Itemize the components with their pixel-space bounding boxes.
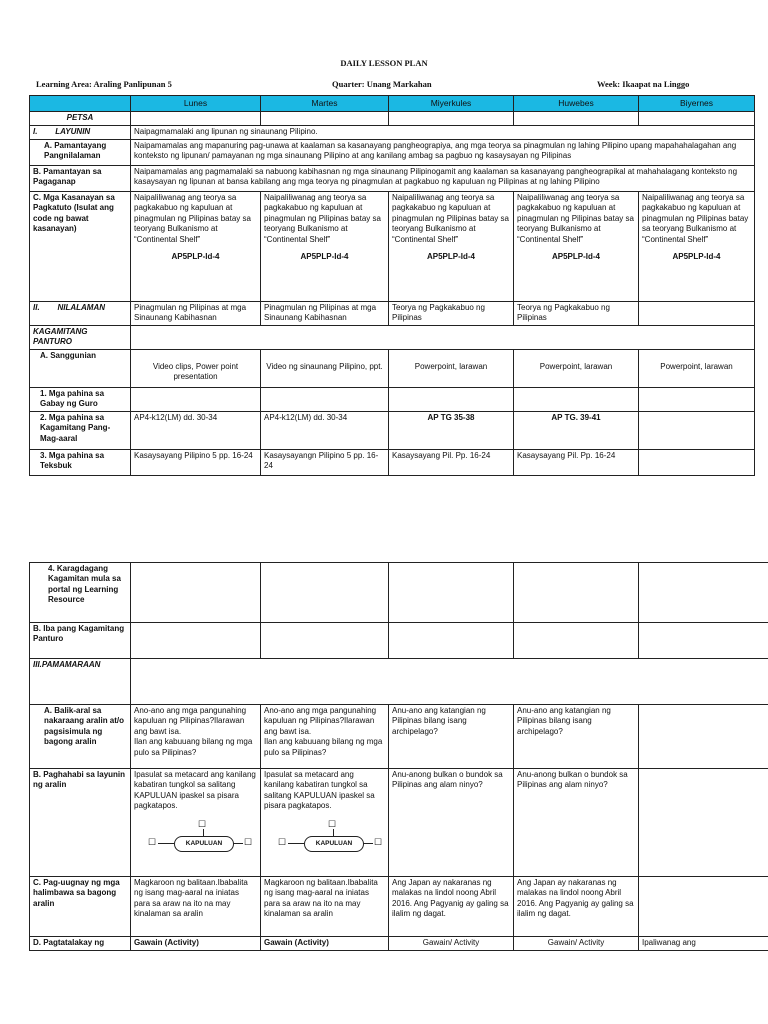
learning-area: Learning Area: Araling Panlipunan 5 — [36, 79, 172, 89]
nilalaman-cell — [639, 302, 755, 326]
pag-uugnay-cell: Ang Japan ay nakaranas ng malakas na lindol noong Abril 2016. Ang Pagyanig ay galing sa ilalim ng dagat. — [514, 877, 639, 937]
kasanayan-cell: Naipaliliwanag ang teorya sa pagkakabuo ng kapuluan at pinagmulan ng Pilipinas batay sa teoryang Bulkanismo at “Continental Shelf” AP5PLP-Id-4 — [389, 192, 514, 302]
paghahabi-cell: Ipasulat sa metacard ang kanilang kabatiran tungkol sa salitang KAPULUAN ipaskel sa pisara pagkatapos. ☐ ☐ KAPULUAN ☐ — [131, 769, 261, 877]
teksbuk-cell: Kasaysayang Pilipino 5 pp. 16-24 — [131, 450, 261, 476]
teksbuk-cell: Kasaysayang Pil. Pp. 16-24 — [514, 450, 639, 476]
teksbuk-cell: Kasaysayang Pil. Pp. 16-24 — [389, 450, 514, 476]
sanggunian-cell: Powerpoint, larawan — [514, 350, 639, 388]
balik-aral-cell: Ano-ano ang mga pangunahing kapuluan ng Pilipinas?Ilarawan ang bawt isa. Ilan ang kabuuang bilang ng mga pulo sa Pilipinas? — [131, 705, 261, 769]
pagtatalakay-cell: Ipaliwanag ang — [639, 937, 768, 951]
quarter: Quarter: Unang Markahan — [332, 79, 432, 89]
balik-aral-label: A. Balik-aral sa nakaraang aralin at/o pagsisimula ng bagong aralin — [30, 705, 131, 769]
teksbuk-row — [30, 450, 755, 476]
pamantayang-label: A. Pamantayang Pangnilalaman — [30, 140, 131, 166]
sanggunian-cell: Powerpoint, larawan — [389, 350, 514, 388]
pagaganap-text: Naipamamalas ang pagmamalaki sa nabuong kabihasnan ng mga sinaunang Pilipinogamit ang kaalaman sa kasanayang pangheograpikal at mahahalagang konteksto ng kasaysayan ng lipunan at bansa kabilang ang mga teorya ng pinagmulan at pagkabuo ng kapuluan ng Pilipinas at ng lahing Pilipino — [131, 166, 755, 192]
sanggunian-cell: Video clips, Power point presentation — [131, 350, 261, 388]
layunin-text: Naipagmamalaki ang lipunan ng sinaunang Pilipino. — [131, 126, 755, 140]
gabay-guro-row — [30, 388, 755, 412]
paghahabi-cell: Anu-anong bulkan o bundok sa Pilipinas ang alam ninyo? — [514, 769, 639, 877]
karagdagang-row — [30, 563, 768, 623]
layunin-row — [30, 126, 755, 140]
pagtatalakay-cell: Gawain (Activity) — [261, 937, 389, 951]
nilalaman-cell: Pinagmulan ng Pilipinas at mga Sinaunang Kabihasnan — [131, 302, 261, 326]
petsa-row — [30, 112, 755, 126]
balik-aral-cell: Anu-ano ang katangian ng Pilipinas bilang isang archipelago? — [389, 705, 514, 769]
kapuluan-box: KAPULUAN — [174, 836, 234, 852]
competency-code: AP5PLP-Id-4 — [300, 252, 349, 261]
kagamitang-row — [30, 326, 755, 350]
pagtatalakay-label: D. Pagtatalakay ng — [30, 937, 131, 951]
kapuluan-diagram — [134, 820, 257, 860]
kasanayan-cell: Naipaliliwanag ang teorya sa pagkakabuo ng kapuluan at pinagmulan ng Pilipinas batay sa teoryang Bulkanismo at “Continental Shelf” AP5PLP-Id-4 — [514, 192, 639, 302]
iba-pang-row — [30, 623, 768, 659]
kagamitang-pang-cell: AP TG. 39-41 — [514, 412, 639, 450]
paghahabi-cell — [639, 769, 768, 877]
kagamitang-pang-cell: AP4-k12(LM) dd. 30-34 — [131, 412, 261, 450]
sanggunian-label: A. Sanggunian — [30, 350, 131, 388]
metacard-icon: ☐ — [244, 836, 253, 847]
iba-pang-label: B. Iba pang Kagamitang Panturo — [30, 623, 131, 659]
header-empty-cell — [30, 96, 131, 112]
pagtatalakay-cell: Gawain/ Activity — [514, 937, 639, 951]
week: Week: Ikaapat na Linggo — [597, 79, 690, 89]
pamamaraan-row — [30, 659, 768, 705]
pag-uugnay-cell: Magkaroon ng balitaan.Ibabalita ng isang mag-aaral na iniatas para sa araw na ito na may kinalaman sa aralin — [131, 877, 261, 937]
competency-code: AP5PLP-Id-4 — [426, 252, 475, 261]
day-header-miyerkules: Miyerkules — [389, 96, 514, 112]
metacard-icon: ☐ — [198, 818, 207, 829]
pag-uugnay-label: C. Pag-uugnay ng mga halimbawa sa bagong aralin — [30, 877, 131, 937]
pagtatalakay-cell: Gawain (Activity) — [131, 937, 261, 951]
pagaganap-row — [30, 166, 755, 192]
kapuluan-diagram — [264, 820, 385, 860]
lesson-plan-table-bottom — [29, 562, 768, 951]
kasanayan-cell: Naipaliliwanag ang teorya sa pagkakabuo ng kapuluan at pinagmulan ng Pilipinas batay sa teoryang Bulkanismo at “Continental Shelf” AP5PLP-Id-4 — [131, 192, 261, 302]
teksbuk-cell: Kasaysayangn Pilipino 5 pp. 16-24 — [261, 450, 389, 476]
day-header-huwebes: Huwebes — [514, 96, 639, 112]
day-header-martes: Martes — [261, 96, 389, 112]
kagamitang-pang-cell: AP TG 35-38 — [389, 412, 514, 450]
layunin-label: I. LAYUNIN — [30, 126, 131, 140]
kagamitang-pang-cell: AP4-k12(LM) dd. 30-34 — [261, 412, 389, 450]
pag-uugnay-row — [30, 877, 768, 937]
nilalaman-cell: Teorya ng Pagkakabuo ng Pilipinas — [389, 302, 514, 326]
nilalaman-label: II. NILALAMAN — [30, 302, 131, 326]
gabay-guro-label: 1. Mga pahina sa Gabay ng Guro — [30, 388, 131, 412]
pagaganap-label: B. Pamantayan sa Pagaganap — [30, 166, 131, 192]
metacard-icon: ☐ — [278, 836, 287, 847]
paghahabi-cell: Anu-anong bulkan o bundok sa Pilipinas ang alam ninyo? — [389, 769, 514, 877]
petsa-label: PETSA — [30, 112, 131, 126]
pamantayang-text: Naipamamalas ang mapanuring pag-unawa at kaalaman sa kasanayang pangheograpiya, ang mga teorya sa pinagmulan ng lahing Pilipino upang mapahahalagahan ang konteksto ng lipunan/ pamayanan ng mga sinaunang Pilipino at ang kanilang ambag sa pagbuo ng kasaysayan ng Pilipinas — [131, 140, 755, 166]
competency-code: AP5PLP-Id-4 — [672, 252, 721, 261]
kasanayan-cell: Naipaliliwanag ang teorya sa pagkakabuo ng kapuluan at pinagmulan ng Pilipinas batay sa teoryang Bulkanismo at “Continental Shelf” AP5PLP-Id-4 — [639, 192, 755, 302]
balik-aral-cell: Ano-ano ang mga pangunahing kapuluan ng Pilipinas?Ilarawan ang bawt isa. Ilan ang kabuuang bilang ng mga pulo sa Pilipinas? — [261, 705, 389, 769]
kagamitang-pang-row — [30, 412, 755, 450]
sanggunian-cell: Video ng sinaunang Pilipino, ppt. — [261, 350, 389, 388]
pagtatalakay-cell: Gawain/ Activity — [389, 937, 514, 951]
kasanayan-cell: Naipaliliwanag ang teorya sa pagkakabuo ng kapuluan at pinagmulan ng Pilipinas batay sa teoryang Bulkanismo at “Continental Shelf” AP5PLP-Id-4 — [261, 192, 389, 302]
document-title: DAILY LESSON PLAN — [340, 58, 428, 68]
nilalaman-cell: Teorya ng Pagkakabuo ng Pilipinas — [514, 302, 639, 326]
metacard-icon: ☐ — [374, 836, 383, 847]
pagtatalakay-row — [30, 937, 768, 951]
pag-uugnay-cell — [639, 877, 768, 937]
sanggunian-row — [30, 350, 755, 388]
paghahabi-cell: Ipasulat sa metacard ang kanilang kabatiran tungkol sa salitang KAPULUAN ipaskel sa pisara pagkatapos. ☐ ☐ KAPULUAN ☐ — [261, 769, 389, 877]
day-header-row — [30, 96, 755, 112]
day-header-lunes: Lunes — [131, 96, 261, 112]
pamamaraan-label: III.PAMAMARAAN — [30, 659, 131, 705]
pag-uugnay-cell: Magkaroon ng balitaan.Ibabalita ng isang mag-aaral na iniatas para sa araw na ito na may kinalaman sa aralin — [261, 877, 389, 937]
metacard-icon: ☐ — [328, 818, 337, 829]
karagdagang-label: 4. Karagdagang Kagamitan mula sa portal ng Learning Resource — [30, 563, 131, 623]
balik-aral-row — [30, 705, 768, 769]
metacard-icon: ☐ — [148, 836, 157, 847]
nilalaman-row — [30, 302, 755, 326]
pag-uugnay-cell: Ang Japan ay nakaranas ng malakas na lindol noong Abril 2016. Ang Pagyanig ay galing sa ilalim ng dagat. — [389, 877, 514, 937]
paghahabi-row — [30, 769, 768, 877]
sanggunian-cell: Powerpoint, larawan — [639, 350, 755, 388]
kapuluan-box: KAPULUAN — [304, 836, 364, 852]
lesson-plan-table-top — [29, 95, 755, 476]
kasanayan-label: C. Mga Kasanayan sa Pagkatuto (Isulat ang code ng bawat kasanayan) — [30, 192, 131, 302]
kagamitang-pang-label: 2. Mga pahina sa Kagamitang Pang-Mag-aaral — [30, 412, 131, 450]
pamantayang-row — [30, 140, 755, 166]
paghahabi-label: B. Paghahabi sa layunin ng aralin — [30, 769, 131, 877]
kasanayan-row — [30, 192, 755, 302]
competency-code: AP5PLP-Id-4 — [171, 252, 220, 261]
teksbuk-cell — [639, 450, 755, 476]
competency-code: AP5PLP-Id-4 — [551, 252, 600, 261]
balik-aral-cell: Anu-ano ang katangian ng Pilipinas bilang isang archipelago? — [514, 705, 639, 769]
teksbuk-label: 3. Mga pahina sa Teksbuk — [30, 450, 131, 476]
kagamitang-label: KAGAMITANG PANTURO — [30, 326, 131, 350]
nilalaman-cell: Pinagmulan ng Pilipinas at mga Sinaunang Kabihasnan — [261, 302, 389, 326]
kagamitang-pang-cell — [639, 412, 755, 450]
balik-aral-cell — [639, 705, 768, 769]
day-header-biyernes: Biyernes — [639, 96, 755, 112]
